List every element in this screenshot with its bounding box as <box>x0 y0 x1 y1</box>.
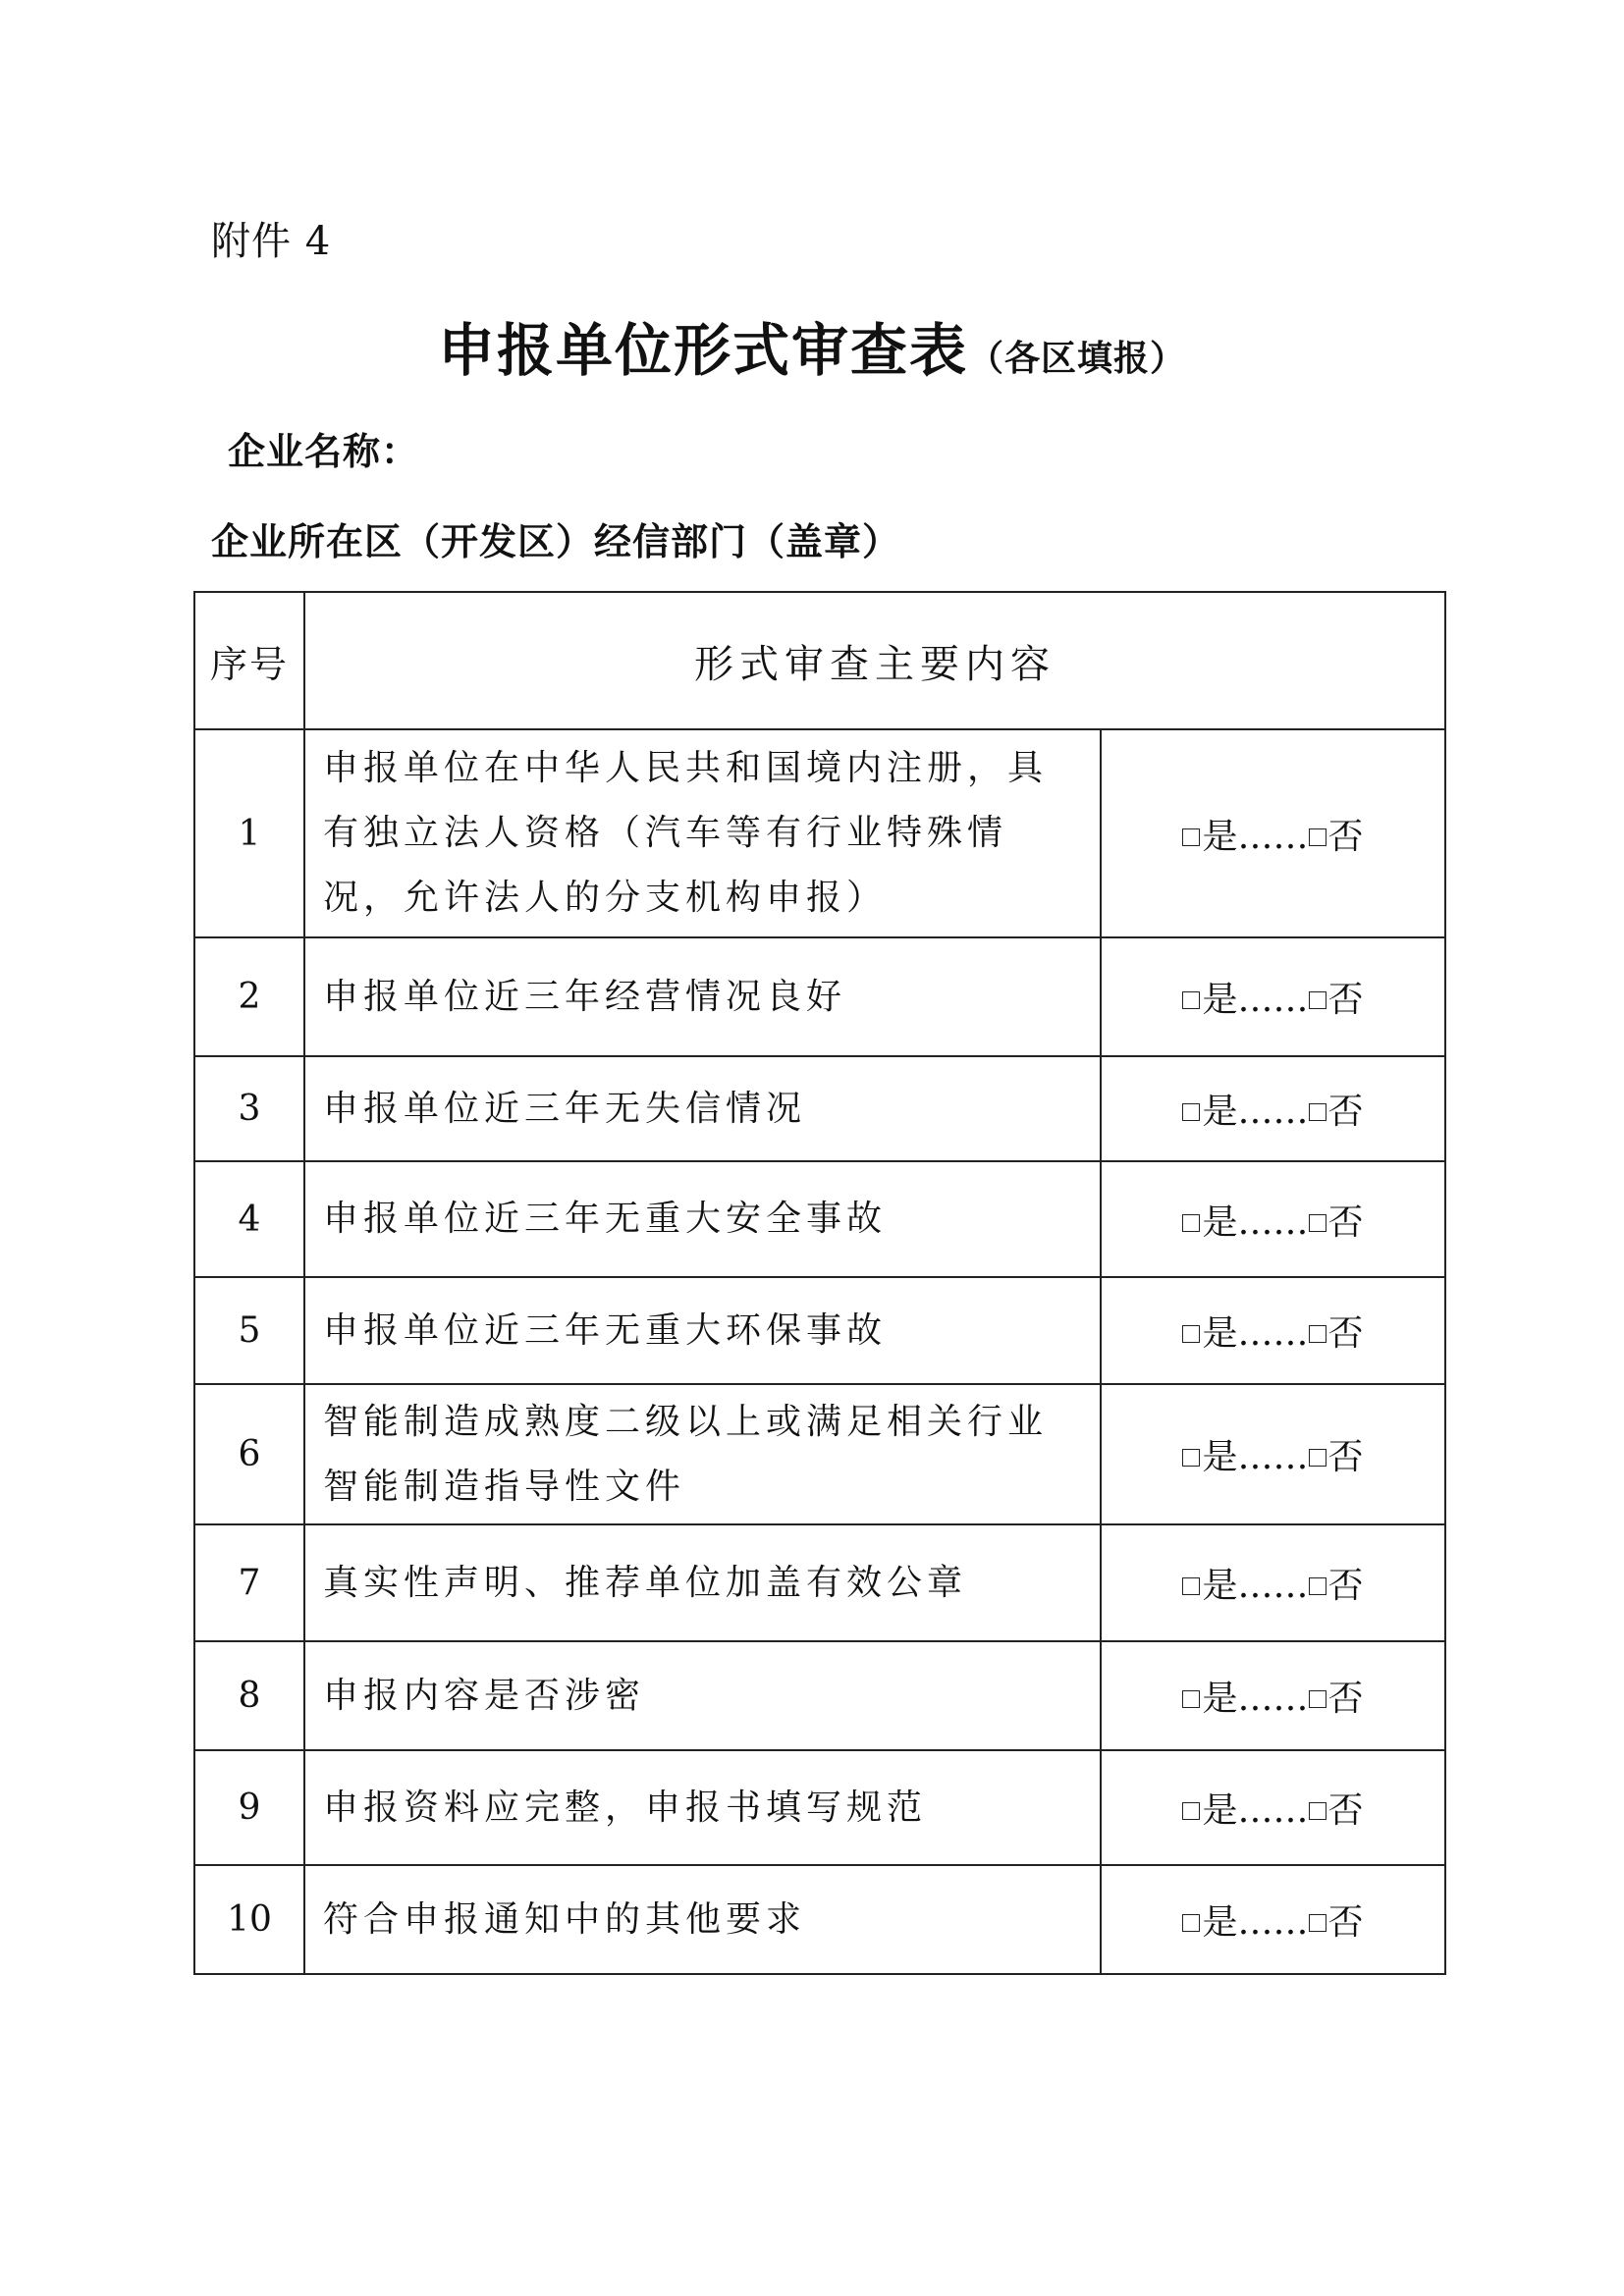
row-content: 申报单位近三年经营情况良好 <box>304 937 1101 1056</box>
yes-label: 是 <box>1202 816 1238 857</box>
row-no: 1 <box>194 729 304 937</box>
yes-checkbox[interactable] <box>1182 991 1200 1009</box>
yes-label: 是 <box>1202 1566 1238 1606</box>
dots: …… <box>1237 1092 1309 1132</box>
dots: …… <box>1237 816 1309 857</box>
yes-label: 是 <box>1202 1679 1238 1719</box>
no-label: 否 <box>1327 1201 1364 1243</box>
yes-checkbox[interactable] <box>1182 1325 1200 1343</box>
no-checkbox[interactable] <box>1309 991 1326 1009</box>
no-checkbox[interactable] <box>1309 1103 1326 1121</box>
no-label: 否 <box>1327 1566 1364 1606</box>
header-content: 形式审查主要内容 <box>304 592 1445 729</box>
dots: …… <box>1237 1679 1309 1719</box>
yes-checkbox[interactable] <box>1182 828 1200 846</box>
dots: …… <box>1237 1566 1309 1606</box>
yes-no-choice <box>1101 1161 1445 1277</box>
table-row <box>194 1056 1445 1161</box>
row-no: 5 <box>194 1277 304 1384</box>
yes-checkbox[interactable] <box>1182 1690 1200 1708</box>
yes-checkbox[interactable] <box>1182 1802 1200 1820</box>
row-no: 3 <box>194 1056 304 1161</box>
table-row <box>194 729 1445 937</box>
dots: …… <box>1237 1790 1309 1831</box>
row-no: 7 <box>194 1524 304 1641</box>
yes-label: 是 <box>1202 1902 1238 1943</box>
yes-no-choice <box>1101 1056 1445 1161</box>
row-content: 申报资料应完整，申报书填写规范 <box>304 1750 1101 1865</box>
yes-checkbox[interactable] <box>1182 1914 1200 1932</box>
row-content: 申报内容是否涉密 <box>304 1641 1101 1750</box>
table-row <box>194 1384 1445 1524</box>
table-row <box>194 1524 1445 1641</box>
dots: …… <box>1237 1313 1309 1354</box>
table-row <box>194 1750 1445 1865</box>
dots: …… <box>1237 1437 1309 1477</box>
header-no: 序号 <box>194 592 304 729</box>
company-name-label: 企业名称： <box>228 430 420 473</box>
yes-label: 是 <box>1202 1313 1238 1354</box>
yes-label: 是 <box>1202 1437 1238 1477</box>
yes-label: 是 <box>1202 1201 1238 1243</box>
table-row <box>194 1641 1445 1750</box>
row-content: 申报单位近三年无重大环保事故 <box>304 1277 1101 1384</box>
row-content: 真实性声明、推荐单位加盖有效公章 <box>304 1524 1101 1641</box>
yes-no-choice <box>1101 1865 1445 1974</box>
row-no: 8 <box>194 1641 304 1750</box>
no-checkbox[interactable] <box>1309 1449 1326 1467</box>
yes-checkbox[interactable] <box>1182 1449 1200 1467</box>
yes-label: 是 <box>1202 980 1238 1020</box>
yes-checkbox[interactable] <box>1182 1577 1200 1595</box>
no-checkbox[interactable] <box>1309 1802 1326 1820</box>
no-label: 否 <box>1327 1902 1364 1943</box>
table-header-row <box>194 592 1445 729</box>
no-checkbox[interactable] <box>1309 828 1326 846</box>
no-checkbox[interactable] <box>1309 1214 1326 1232</box>
row-no: 10 <box>194 1865 304 1974</box>
no-checkbox[interactable] <box>1309 1577 1326 1595</box>
no-label: 否 <box>1327 1790 1364 1831</box>
yes-no-choice <box>1101 1750 1445 1865</box>
yes-no-choice <box>1101 1524 1445 1641</box>
table-row <box>194 1277 1445 1384</box>
dept-stamp-label: 企业所在区（开发区）经信部门（盖章） <box>211 520 901 563</box>
dots: …… <box>1237 1201 1309 1243</box>
yes-no-choice <box>1101 1384 1445 1524</box>
table-row <box>194 937 1445 1056</box>
review-table <box>193 591 1446 1975</box>
table-row <box>194 1161 1445 1277</box>
yes-no-choice <box>1101 1277 1445 1384</box>
no-label: 否 <box>1327 980 1364 1020</box>
yes-no-choice <box>1101 1641 1445 1750</box>
row-no: 4 <box>194 1161 304 1277</box>
row-no: 6 <box>194 1384 304 1524</box>
title-main: 申报单位形式审查表 <box>437 317 968 384</box>
no-label: 否 <box>1327 1092 1364 1132</box>
no-checkbox[interactable] <box>1309 1325 1326 1343</box>
row-no: 2 <box>194 937 304 1056</box>
row-content: 符合申报通知中的其他要求 <box>304 1865 1101 1974</box>
dots: …… <box>1237 1902 1309 1943</box>
no-label: 否 <box>1327 1437 1364 1477</box>
no-checkbox[interactable] <box>1309 1914 1326 1932</box>
title-subtitle: （各区填报） <box>968 339 1187 379</box>
dots: …… <box>1237 980 1309 1020</box>
table-row <box>194 1865 1445 1974</box>
yes-no-choice <box>1101 937 1445 1056</box>
no-label: 否 <box>1327 1313 1364 1354</box>
row-content: 申报单位近三年无重大安全事故 <box>304 1161 1101 1277</box>
yes-label: 是 <box>1202 1092 1238 1132</box>
row-content: 智能制造成熟度二级以上或满足相关行业智能制造指导性文件 <box>304 1384 1101 1524</box>
row-no: 9 <box>194 1750 304 1865</box>
row-content: 申报单位在中华人民共和国境内注册，具有独立法人资格（汽车等有行业特殊情况，允许法人的分支机构申报） <box>304 729 1101 937</box>
row-content: 申报单位近三年无失信情况 <box>304 1056 1101 1161</box>
yes-checkbox[interactable] <box>1182 1214 1200 1232</box>
yes-checkbox[interactable] <box>1182 1103 1200 1121</box>
no-label: 否 <box>1327 816 1364 857</box>
yes-label: 是 <box>1202 1790 1238 1831</box>
yes-no-choice <box>1101 729 1445 937</box>
page-title <box>0 304 1624 387</box>
no-label: 否 <box>1327 1679 1364 1719</box>
attachment-label: 附件 4 <box>211 219 332 264</box>
no-checkbox[interactable] <box>1309 1690 1326 1708</box>
